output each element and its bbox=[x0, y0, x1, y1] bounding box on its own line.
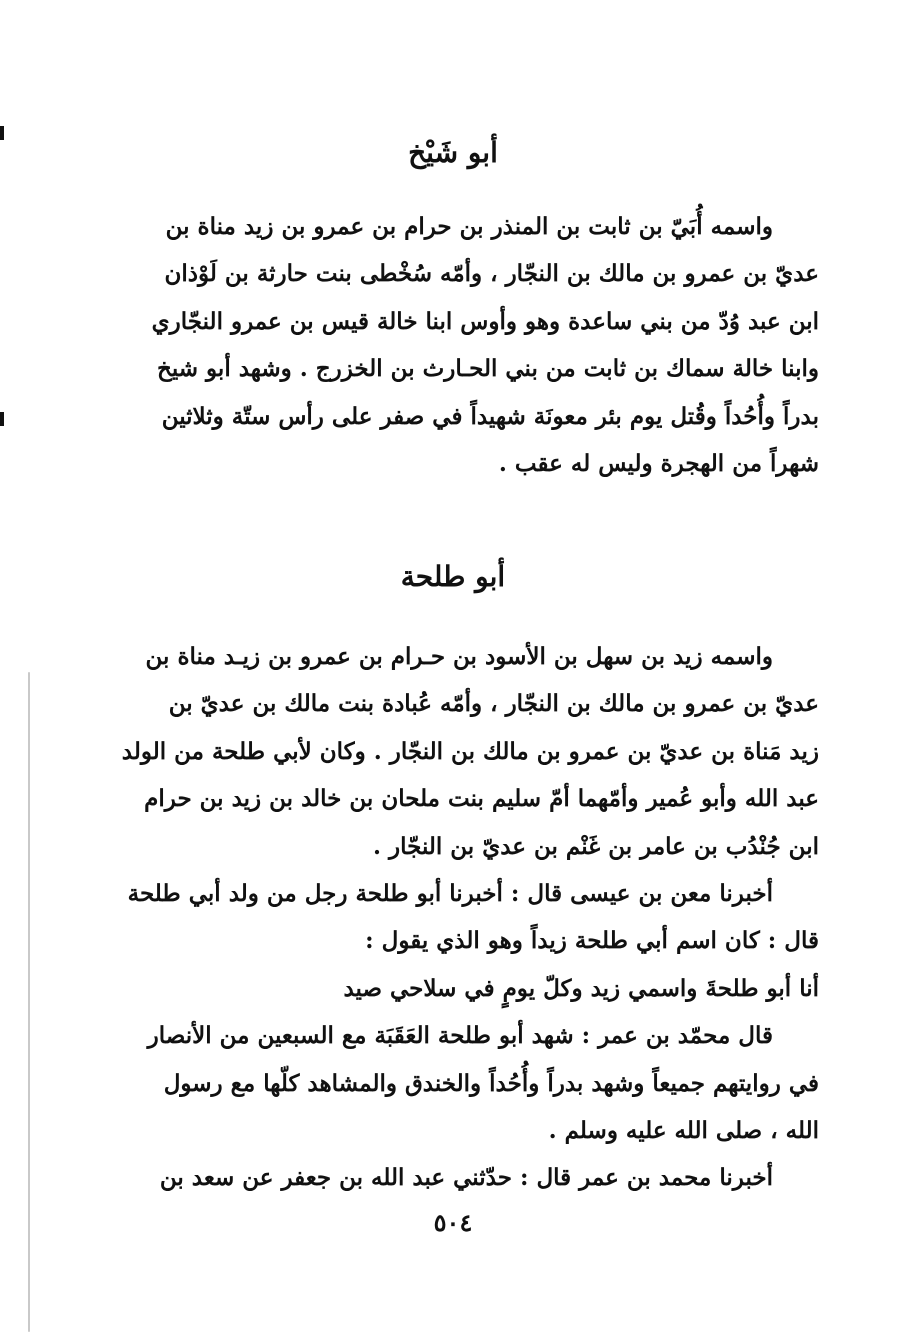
text-line: ابن جُنْدُب بن عامر بن غَنْم بن عديّ بن النجّار . bbox=[372, 832, 819, 860]
text-line: أخبرنا محمد بن عمر قال : حدّثني عبد الله بن جعفر عن سعد بن bbox=[159, 1164, 773, 1192]
text-line: زيد مَناة بن عديّ بن عمرو بن مالك بن النجّار . وكان لأبي طلحة من الولد bbox=[121, 737, 819, 765]
text-line: عبد الله وأبو عُمير وأمّهما أمّ سليم بنت ملحان بن خالد بن زيد بن حرام bbox=[144, 785, 819, 813]
text-line: عديّ بن عمرو بن مالك بن النجّار ، وأمّه سُخْطى بنت حارثة بن لَوْذان bbox=[164, 260, 819, 288]
poetry-verse: أنا أبو طلحةَ واسمي زيد وكلّ يومٍ في سلاحي صيد bbox=[343, 974, 819, 1002]
text-line: شهراً من الهجرة وليس له عقب . bbox=[498, 450, 819, 478]
section-title-abu-shaykh: أبو شَيْخ bbox=[408, 136, 498, 169]
section-title-abu-talha: أبو طلحة bbox=[400, 560, 506, 593]
text-line: قال محمّد بن عمر : شهد أبو طلحة العَقَبَة مع السبعين من الأنصار bbox=[147, 1022, 773, 1050]
text-line: أخبرنا معن بن عيسى قال : أخبرنا أبو طلحة رجل من ولد أبي طلحة bbox=[127, 880, 773, 908]
margin-mark-middle bbox=[0, 412, 4, 426]
page-number: ٥٠٤ bbox=[433, 1208, 473, 1237]
text-line: واسمه أُبَيّ بن ثابت بن المنذر بن حرام بن عمرو بن زيد مناة بن bbox=[165, 213, 773, 240]
text-line: بدراً وأُحُداً وقُتل يوم بئر معونَة شهيداً في صفر على رأس ستّة وثلاثين bbox=[161, 402, 819, 430]
section-body-abu-talha bbox=[107, 633, 819, 1202]
text-line: عديّ بن عمرو بن مالك بن النجّار ، وأمّه عُبادة بنت مالك بن عديّ بن bbox=[168, 690, 819, 718]
text-line: وابنا خالة سماك بن ثابت من بني الحـارث بن الخزرج . وشهد أبو شيخ bbox=[156, 355, 819, 383]
text-line: الله ، صلى الله عليه وسلم . bbox=[548, 1117, 819, 1145]
text-line: واسمه زيد بن سهل بن الأسود بن حـرام بن عمرو بن زيـد مناة بن bbox=[145, 643, 773, 670]
text-line: قال : كان اسم أبي طلحة زيداً وهو الذي يقول : bbox=[365, 927, 819, 955]
text-line: في روايتهم جميعاً وشهد بدراً وأُحُداً والخندق والمشاهد كلّها مع رسول bbox=[163, 1069, 819, 1097]
text-line: ابن عبد وُدّ من بني ساعدة وهو وأوس ابنا خالة قيس بن عمرو النجّاري bbox=[151, 307, 819, 335]
section-body-abu-shaykh bbox=[107, 203, 819, 487]
